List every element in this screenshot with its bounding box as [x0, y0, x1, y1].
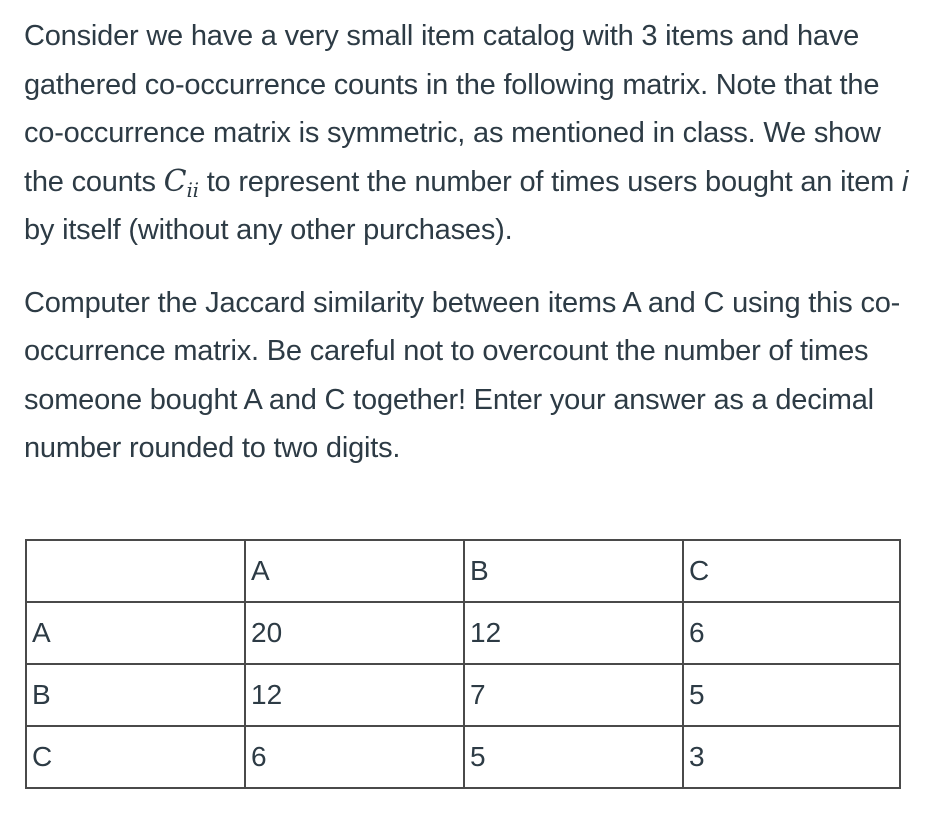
cell-c-c: 3: [683, 726, 900, 788]
question-paragraph-2: Computer the Jaccard similarity between items A and C using this co-occurrence matrix. Be careful not to overcount the number of times someone bought A and C together! Enter your answer as a decimal number rounded to two digits.: [24, 286, 901, 464]
math-base: C: [163, 163, 187, 199]
cell-c-a: 6: [245, 726, 464, 788]
math-subscript: ii: [186, 177, 199, 202]
cell-a-c: 6: [683, 602, 900, 664]
header-cell-a: A: [245, 540, 464, 602]
row-label-c: C: [26, 726, 245, 788]
cell-a-b: 12: [464, 602, 683, 664]
co-occurrence-matrix: [25, 539, 901, 789]
question-paragraph-1: [24, 12, 914, 255]
question-text: [24, 12, 914, 473]
matrix-row-b: [26, 664, 900, 726]
p1-part1: Consider we have a very small item catalog with 3 items and have gathered co-occurrence counts in the following matrix. Note that the co-occurrence matrix is symmetric, as mentioned in class. We show the counts: [24, 20, 881, 198]
matrix-header-row: [26, 540, 900, 602]
cell-b-c: 5: [683, 664, 900, 726]
header-cell-c: C: [683, 540, 900, 602]
row-label-b: B: [26, 664, 245, 726]
header-cell-empty: [26, 540, 245, 602]
matrix-row-c: [26, 726, 900, 788]
cell-a-a: 20: [245, 602, 464, 664]
p1-part2: to represent the number of times users bought an item: [198, 165, 902, 198]
row-label-a: A: [26, 602, 245, 664]
math-c-ii: [163, 163, 199, 202]
p1-part3: by itself (without any other purchases).: [24, 214, 513, 246]
matrix-row-a: [26, 602, 900, 664]
header-cell-b: B: [464, 540, 683, 602]
italic-i: i: [901, 165, 909, 198]
cell-b-a: 12: [245, 664, 464, 726]
cell-c-b: 5: [464, 726, 683, 788]
cell-b-b: 7: [464, 664, 683, 726]
